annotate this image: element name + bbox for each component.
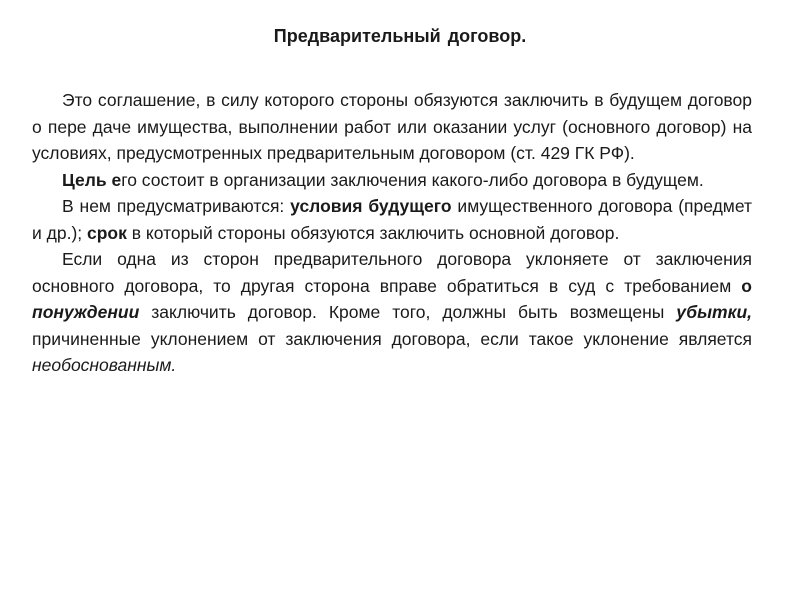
- slide-title: Предварительный договор.: [273, 26, 527, 46]
- terms-text-1: В нем предусматриваются:: [62, 196, 291, 216]
- slide-body: [32, 87, 752, 379]
- evasion-text-2: заключить договор. Кроме того, должны быть возмещены: [139, 302, 677, 322]
- evasion-emphasis-compulsion: понуждении: [32, 302, 140, 322]
- paragraph-terms: [32, 193, 752, 246]
- terms-text-2: имущественного договора (предмет и др.);: [32, 196, 752, 243]
- evasion-emphasis-losses: убытки,: [676, 302, 752, 322]
- paragraph-purpose: [32, 167, 752, 194]
- terms-emphasis-deadline: срок: [87, 222, 127, 243]
- evasion-emphasis-unjustified: необоснованным.: [32, 355, 177, 375]
- definition-text: Это соглашение, в силу которого стороны обязуются заключить в будущем договор о пере даче имущества, выполнении работ или оказании услуг (основного договор) на условиях, предусмотренных предварительным договором (ст. 429 ГК РФ).: [32, 90, 752, 163]
- purpose-label: Цель е: [62, 169, 122, 190]
- paragraph-definition: [32, 87, 752, 167]
- paragraph-evasion: [32, 246, 752, 379]
- terms-emphasis-conditions: условия будущего: [290, 196, 452, 216]
- evasion-text-1: Если одна из сторон предварительного договора уклоняете от заключения основного договора, то другая сторона вправе обратиться в суд с требованием: [32, 249, 752, 296]
- evasion-emphasis-o: о: [741, 275, 752, 296]
- evasion-text-3: причиненные уклонением от заключения договора, если такое уклонение является: [32, 328, 752, 349]
- purpose-text: го состоит в организации заключения какого-либо договора в будущем.: [121, 169, 704, 190]
- terms-text-3: в который стороны обязуются заключить основной договор.: [126, 222, 620, 243]
